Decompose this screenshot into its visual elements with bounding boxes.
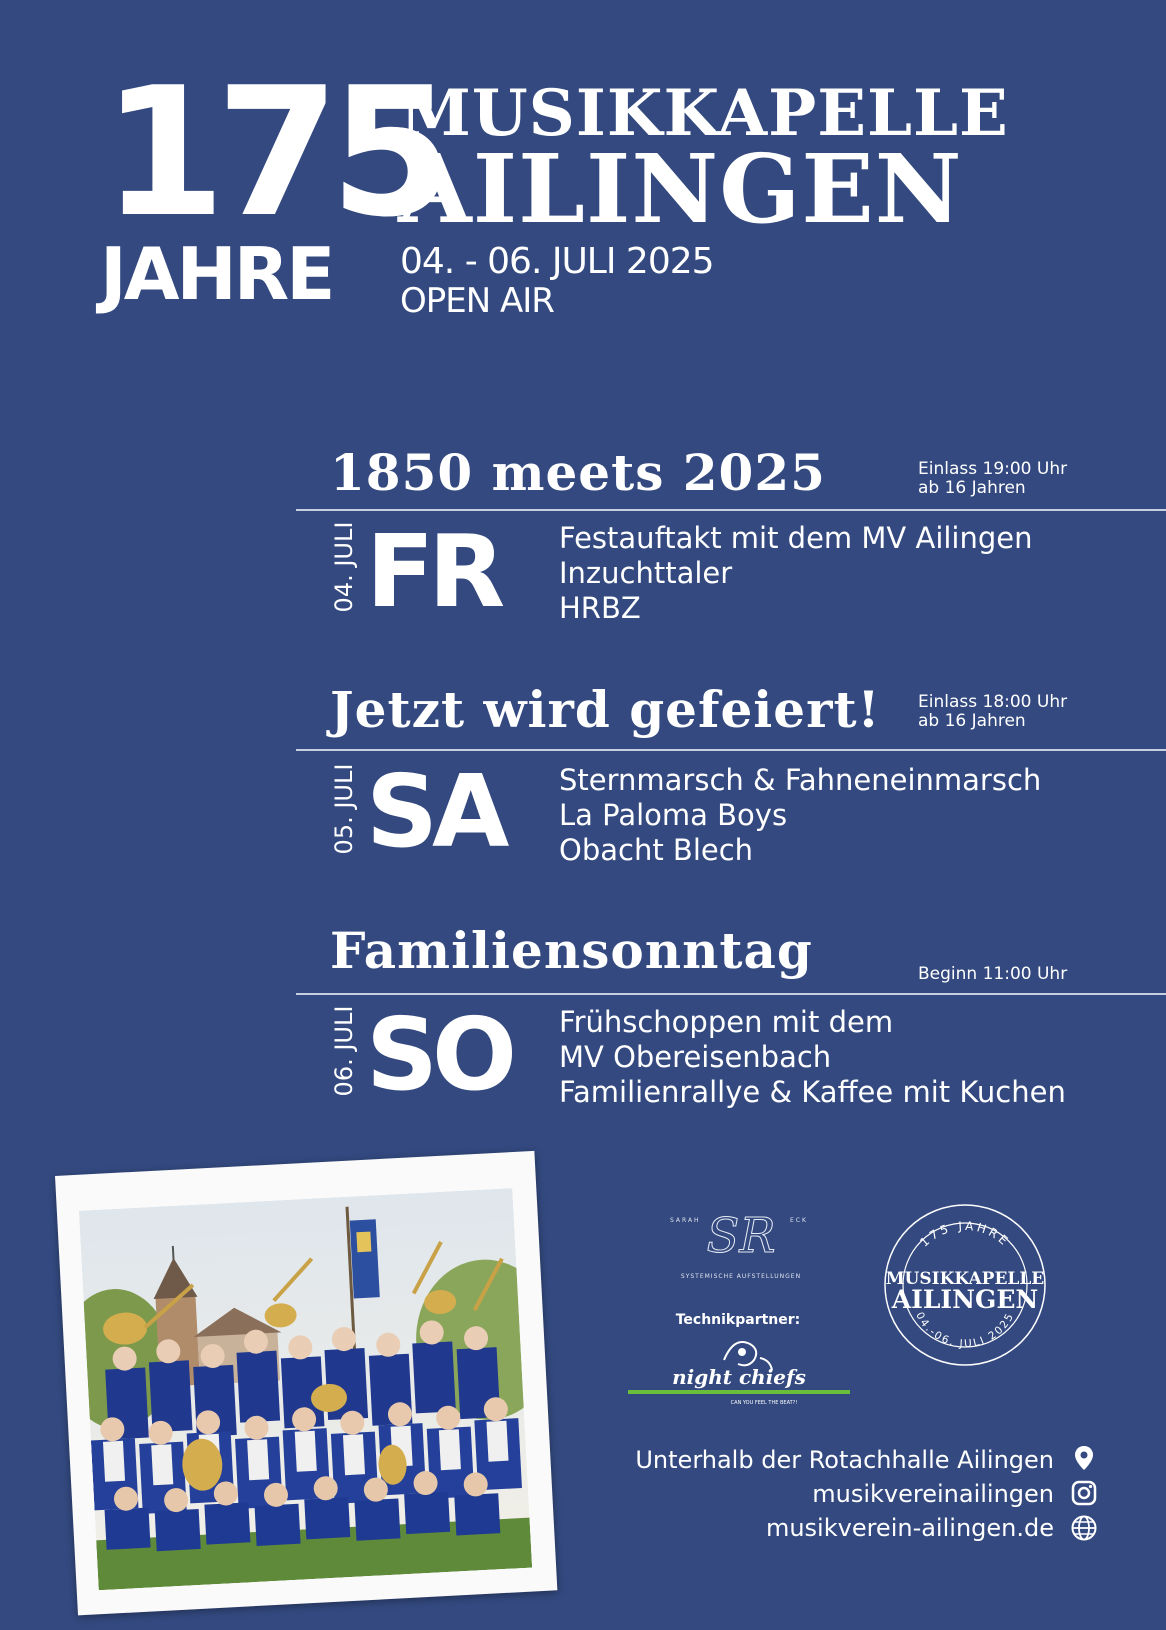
event-date-sunday: 06. JULI bbox=[330, 1005, 358, 1097]
event-meta-friday bbox=[918, 460, 1067, 498]
event-title-friday: 1850 meets 2025 bbox=[330, 443, 826, 502]
festival-dates: 04. - 06. JULI 2025 bbox=[400, 241, 714, 282]
act-item: HRBZ bbox=[559, 591, 641, 625]
event-meta-sunday bbox=[918, 965, 1067, 984]
nightchiefs-name: night chiefs bbox=[672, 1365, 806, 1389]
event-day-saturday: SA bbox=[366, 753, 504, 870]
act-item: MV Obereisenbach bbox=[559, 1040, 832, 1074]
event-acts-saturday bbox=[559, 763, 1041, 868]
event-title-saturday: Jetzt wird gefeiert! bbox=[330, 680, 881, 739]
venue-type: OPEN AIR bbox=[400, 281, 554, 321]
band-group-photo bbox=[79, 1188, 532, 1590]
act-item: Obacht Blech bbox=[559, 833, 754, 867]
event-age-limit: ab 16 Jahren bbox=[918, 478, 1026, 498]
sponsor-sr-monogram: SR bbox=[706, 1208, 776, 1264]
act-item: Familienrallye & Kaffee mit Kuchen bbox=[559, 1075, 1066, 1109]
sponsor-sr-subtitle: SYSTEMISCHE AUFSTELLUNGEN bbox=[680, 1273, 802, 1280]
location-pin-icon bbox=[1070, 1444, 1098, 1472]
event-day-sunday: SO bbox=[366, 996, 512, 1113]
org-name-line2: AILINGEN bbox=[398, 134, 963, 245]
venue-location-text: Unterhalb der Rotachhalle Ailingen bbox=[635, 1446, 1054, 1474]
years-label: JAHRE bbox=[100, 232, 333, 316]
event-acts-sunday bbox=[559, 1005, 1066, 1110]
event-title-sunday: Familiensonntag bbox=[330, 921, 813, 980]
act-item: Festauftakt mit dem MV Ailingen bbox=[559, 521, 1033, 555]
divider bbox=[296, 993, 1166, 995]
event-date-saturday: 05. JULI bbox=[330, 763, 358, 855]
event-admission: Einlass 19:00 Uhr bbox=[918, 459, 1068, 479]
event-meta-saturday bbox=[918, 693, 1067, 731]
instagram-icon[interactable] bbox=[1070, 1479, 1098, 1507]
sponsor-sr-firstname: SARAH bbox=[670, 1217, 701, 1224]
org-name-line1: MUSIKKAPELLE bbox=[400, 76, 1009, 151]
seal-line1: MUSIKKAPELLE bbox=[885, 1269, 1045, 1289]
globe-icon[interactable] bbox=[1070, 1514, 1098, 1542]
divider bbox=[296, 509, 1166, 511]
act-item: Frühschoppen mit dem bbox=[559, 1005, 894, 1039]
seal-line2: AILINGEN bbox=[891, 1285, 1039, 1314]
sponsor-sr-lastname: ECK bbox=[790, 1217, 808, 1224]
tech-partner-label: Technikpartner: bbox=[675, 1312, 801, 1328]
nightchiefs-green-bar bbox=[628, 1390, 850, 1394]
anniversary-number: 175 bbox=[102, 49, 444, 256]
act-item: La Paloma Boys bbox=[559, 798, 788, 832]
sponsor-sr-logo bbox=[658, 1198, 824, 1282]
anniversary-seal bbox=[882, 1202, 1048, 1368]
polaroid-photo-frame bbox=[55, 1151, 557, 1616]
divider bbox=[296, 749, 1166, 751]
instagram-handle[interactable]: musikvereinailingen bbox=[812, 1480, 1054, 1508]
event-age-limit: ab 16 Jahren bbox=[918, 711, 1026, 731]
seal-bottom-text: 04.-06. JULI 2025 bbox=[913, 1310, 1017, 1351]
event-date-friday: 04. JULI bbox=[330, 521, 358, 613]
event-acts-friday bbox=[559, 521, 1033, 626]
act-item: Inzuchttaler bbox=[559, 556, 733, 590]
event-day-friday: FR bbox=[366, 513, 500, 630]
website-link[interactable]: musikverein-ailingen.de bbox=[765, 1514, 1054, 1542]
seal-top-text: 175 JAHRE bbox=[917, 1218, 1013, 1250]
act-item: Sternmarsch & Fahneneinmarsch bbox=[559, 763, 1042, 797]
event-admission: Einlass 18:00 Uhr bbox=[918, 692, 1068, 712]
sponsor-nightchiefs-logo bbox=[624, 1330, 854, 1412]
nightchiefs-tagline: CAN YOU FEEL THE BEAT?! bbox=[730, 1400, 798, 1406]
event-start-time: Beginn 11:00 Uhr bbox=[918, 964, 1068, 984]
